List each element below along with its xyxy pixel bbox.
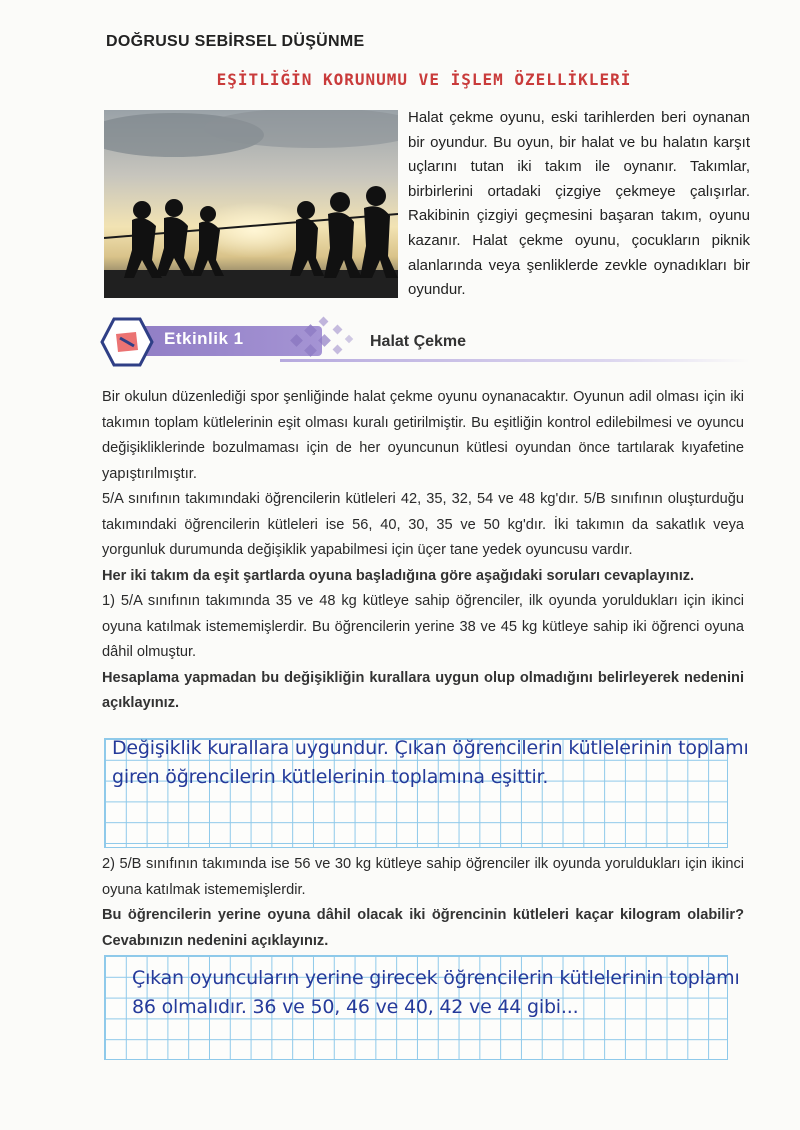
answer-2-line-1: Çıkan oyuncuların yerine girecek öğrencilerin kütlelerinin toplamı (132, 967, 740, 989)
instruction: Her iki takım da eşit şartlarda oyuna başladığına göre aşağıdaki soruları cevaplayınız. (102, 567, 695, 584)
question-2-text: 2) 5/B sınıfının takımında ise 56 ve 30 kg kütleye sahip öğrenciler ilk oyunda yoruldukları için ikinci oyuna katılmak istememişlerdir. (102, 856, 744, 898)
answer-2-line-2: 86 olmalıdır. 36 ve 50, 46 ve 40, 42 ve 44 gibi... (132, 996, 579, 1018)
answer-2 (132, 964, 740, 1022)
question-1-prompt: Hesaplama yapmadan bu değişikliğin kurallara uygun olup olmadığını belirleyerek nedenini açıklayınız. (102, 669, 744, 711)
activity-label: Etkinlik 1 (164, 329, 244, 348)
answer-1-line-2: giren öğrencilerin kütlelerinin toplamına eşittir. (112, 766, 549, 788)
diamond-pattern-icon (282, 316, 362, 368)
activity-name: Halat Çekme (370, 333, 467, 350)
intro-text: Halat çekme oyunu, eski tarihlerden beri oynanan bir oyundur. Bu oyun, bir halat ve bu halatın karşıt uçlarını tutan iki takım ile oynanır. Takımlar, birbirlerini ortadaki çizgiye çekmeye çalışırlar. Rakibinin çizgiyi geçmesini başaran takım, oyunu kazanır. Halat çekme oyunu, çocukların piknik alanlarında veya şenliklerde zevkle oynadıkları bir oyundur. (408, 109, 750, 299)
answer-1 (112, 734, 749, 792)
question-2-block (102, 852, 744, 954)
section-title: EŞİTLİĞİN KORUNUMU VE İŞLEM ÖZELLİKLERİ (216, 70, 632, 89)
paragraph-2: 5/A sınıfının takımındaki öğrencilerin kütleleri 42, 35, 32, 54 ve 48 kg'dır. 5/B sınıfının oluşturduğu takımındaki öğrencilerin kütleleri ise 56, 40, 30, 35 ve 50 kg'dır. İki takımın da sakatlık veya yorgunluk durumunda değişiklik yapabilmesi için üçer tane yedek oyuncusu vardır. (102, 491, 744, 558)
answer-1-line-1: Değişiklik kurallara uygundur. Çıkan öğrencilerin kütlelerinin toplamı (112, 737, 749, 759)
question-2-prompt: Bu öğrencilerin yerine oyuna dâhil olacak iki öğrencinin kütleleri kaçar kilogram olabilir? Cevabınızın nedenini açıklayınız. (102, 907, 744, 949)
tug-of-war-photo (104, 110, 398, 298)
chapter-header: DOĞRUSU SEBİRSEL DÜŞÜNME (106, 33, 365, 50)
activity-hexagon-icon (100, 316, 154, 368)
activity-description (102, 385, 744, 717)
question-1-text: 1) 5/A sınıfının takımında 35 ve 48 kg kütleye sahip öğrenciler, ilk oyunda yoruldukları için ikinci oyuna katılmak istememişlerdir. Bu öğrencilerin yerine 38 ve 45 kg kütleye sahip iki öğrenci oyuna dâhil olmuştur. (102, 593, 744, 660)
activity-header (100, 316, 750, 368)
paragraph-1: Bir okulun düzenlediği spor şenliğinde halat çekme oyunu oynanacaktır. Oyunun adil olması için iki takımın toplam kütlelerinin eşit olması kuralı getirilmiştir. Bu eşitliğin kontrol edilebilmesi ve oyuncu değişikliklerinde bozulmaması için de her oyuncunun kütlesi oyundan önce tartılarak kıyafetine yapıştırılmıştır. (102, 389, 744, 482)
